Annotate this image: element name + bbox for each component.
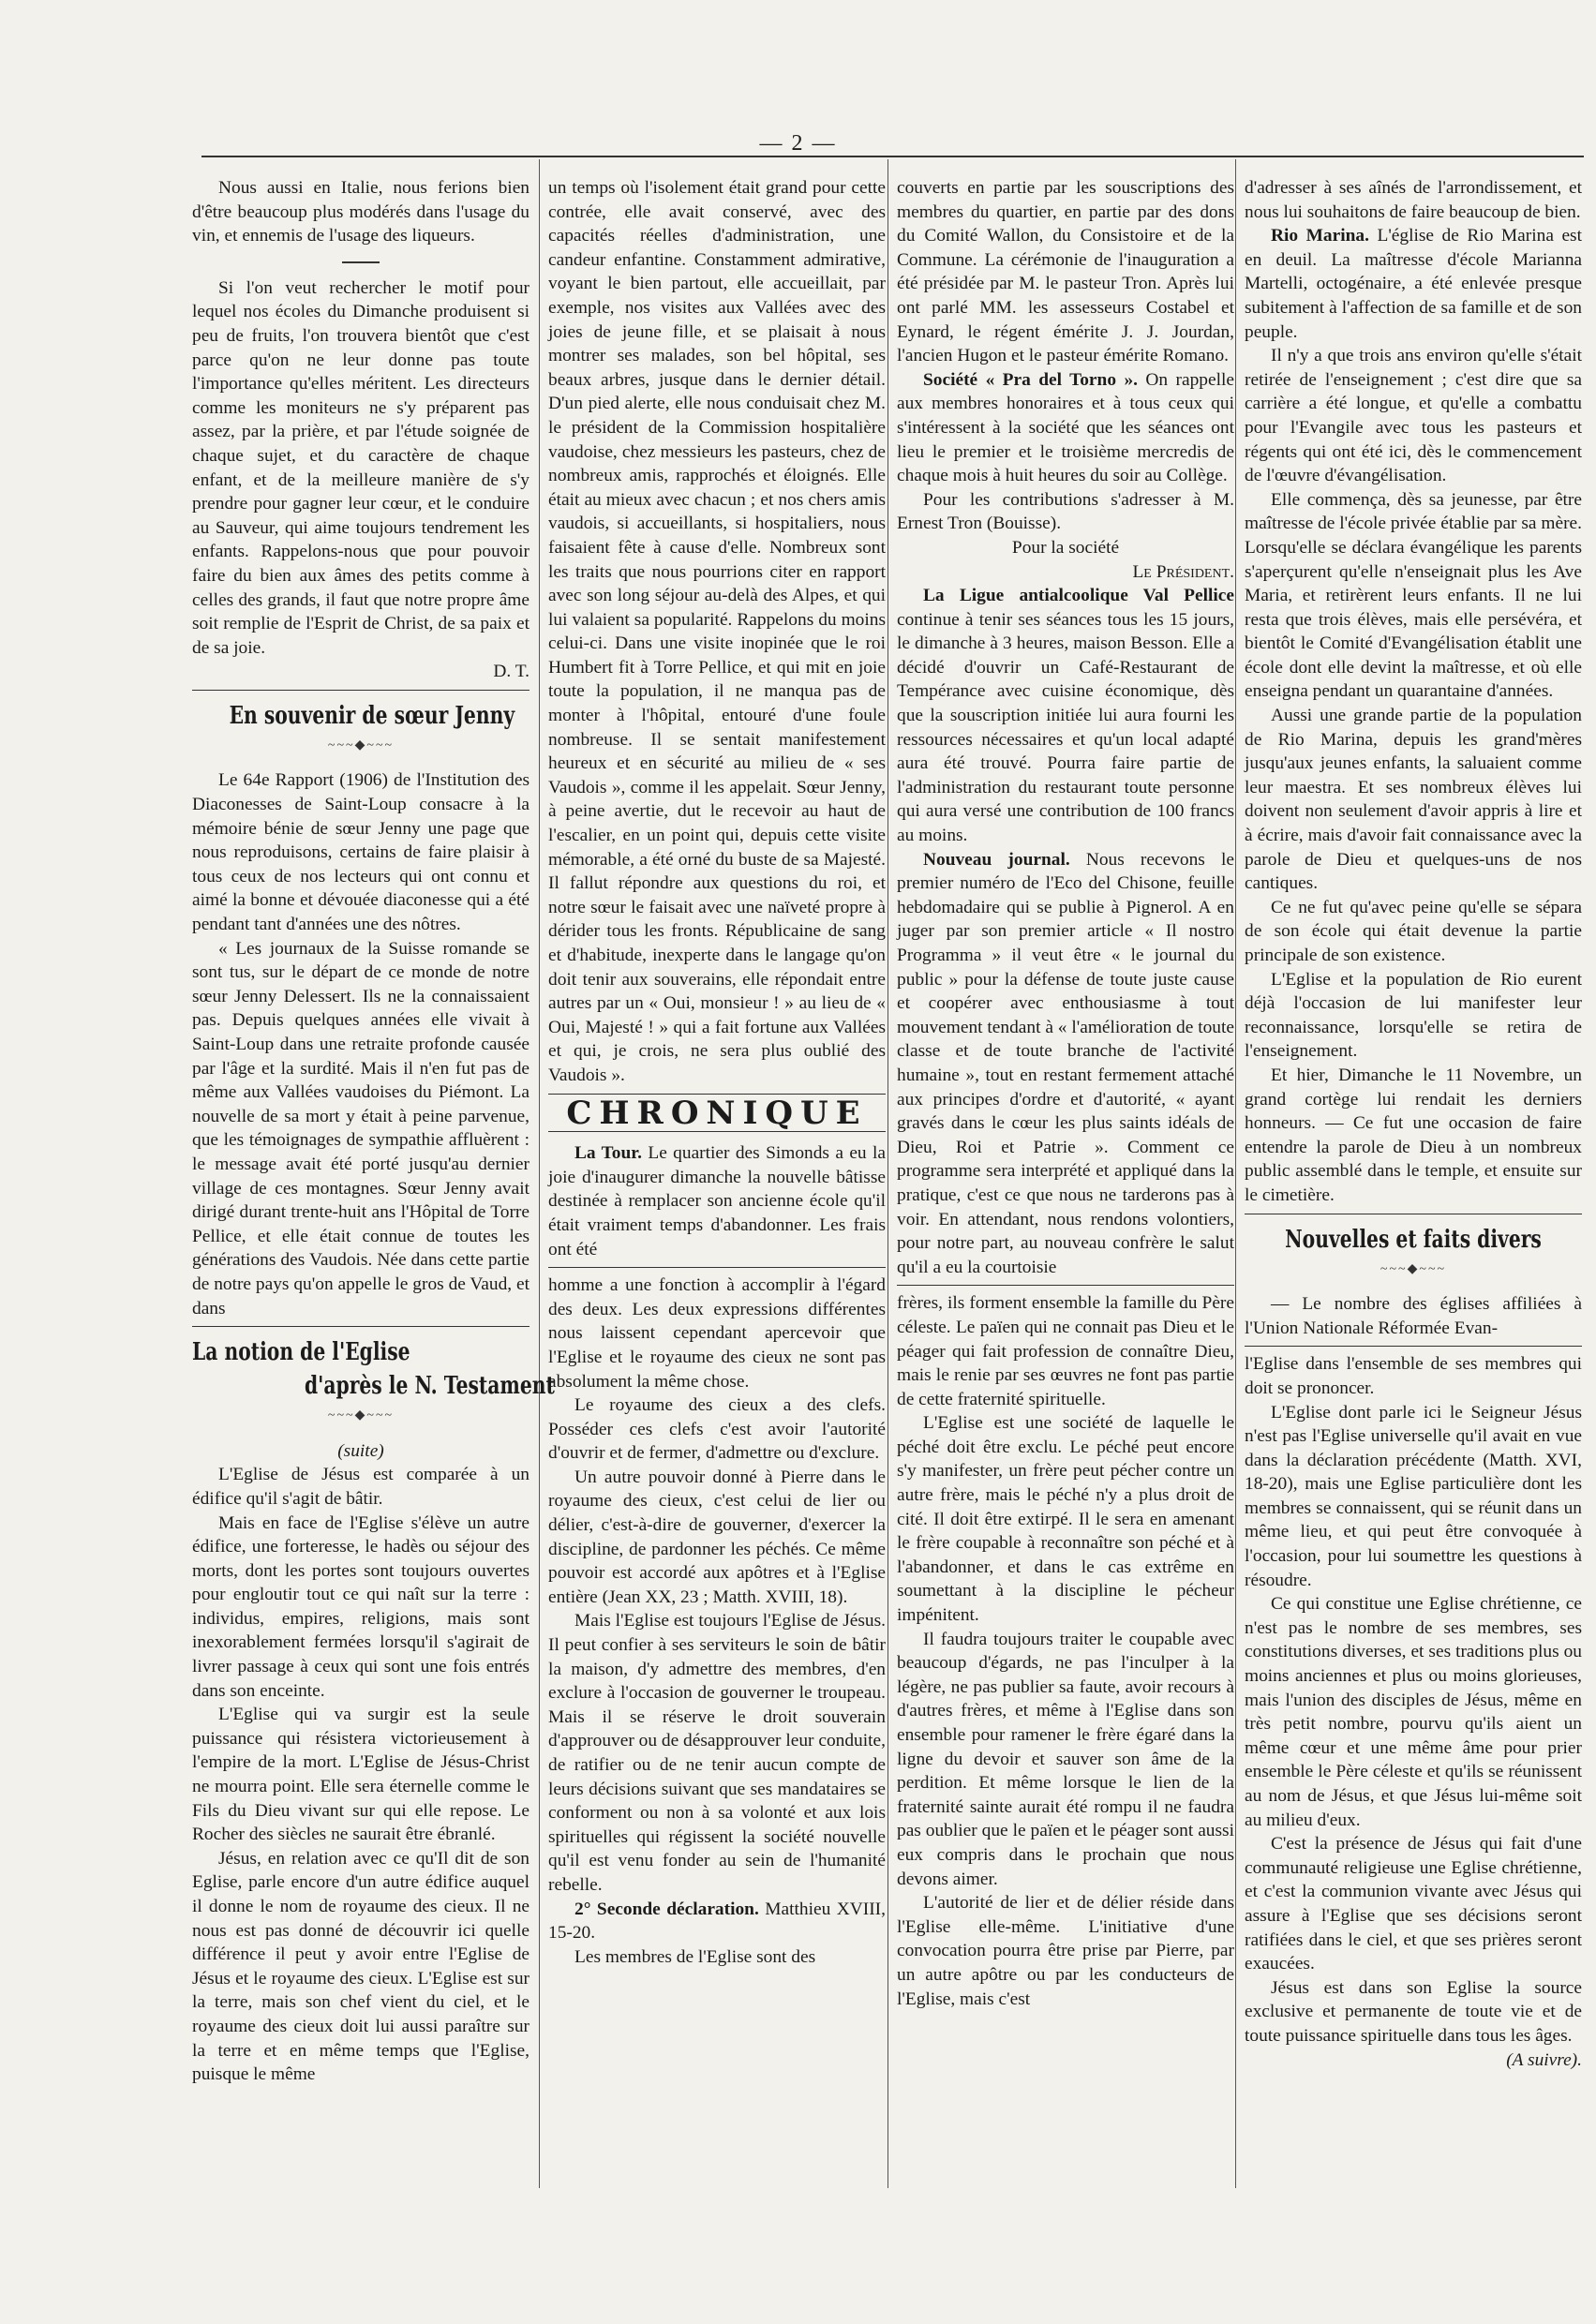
column-3 [897,176,1234,2177]
paragraph-lead: La Ligue antialcoolique Val Pellice [923,586,1234,606]
paragraph: un temps où l'isolement était grand pour cette contrée, elle avait conservé, avec des capacités réelles d'administration, une candeur enfantine. Constamment admirative, voyant le bien partout, elle accueillait, par exemple, nos visites aux Vallées avec des joies de jeune fille, et se plaisait à nous montrer ses malades, son bel hôpital, ses beaux arbres, jusque dans le dernier détail. D'un pied alerte, elle nous conduisait chez M. le président de la Commission hospitalière vaudoise, chez messieurs les pasteurs, chez de nombreux amis, rapprochés et éloignés. Elle était au mieux avec chacun ; et nos chers amis vaudois, si accueillants, si hospitaliers, nous faisaient fête à cause d'elle. Nombreux sont les traits que nous pourrions citer en rapport avec son long séjour au-delà des Alpes, et qui lui valaient sa popularité. Rappelons du moins celui-ci. Dans une visite inopinée que le roi Humbert fit à Torre Pellice, et qui mit en joie toute la population, il ne manqua pas de monter à l'hôpital, entouré d'une foule nombreuse. Il se sentait manifestement heureux et en sécurité au milieu de « ses Vaudois », comme il les appelait. Sœur Jenny, à peine avertie, dut le recevoir au haut de l'escalier, en un point qui, depuis cette visite mémorable, a été orné du buste de sa Majesté. Il fallut répondre aux questions du roi, et notre sœur le faisait avec une naïveté propre à dérider tous les fronts. Républicaine de sang et d'habitude, inexperte dans le langage qu'on doit tenir aux souverains, elle répondait entre autres par un « Oui, monsieur ! » au lieu de « Oui, Majesté ! » qui a fait fortune aux Vallées et qui, je crois, ne sera plus oublié des Vaudois ». [548,178,886,1085]
article-heading: Nouvelles et faits divers [1285,1225,1542,1254]
paragraph: Jésus, en relation avec ce qu'Il dit de son Eglise, parle encore d'un autre édifice auquel il donne le nom de royaume des cieux. Il ne nous est pas donné de découvrir ici quelle différence il peut y avoir entre l'Eglise de Jésus et le royaume des cieux. L'Eglise est sur la terre, mais son chef vient du ciel, et le royaume des cieux doit lui aussi paraître sur la terre et en même temps que l'Eglise, puisque le même [192,1848,530,2085]
paragraph: Il n'y a que trois ans environ qu'elle s'était retirée de l'enseignement ; c'est dire que sa carrière a été longue, et qu'elle a combattu pour l'Evangile avec tous les pasteurs et régents qui ont été ici, dès le commencement de l'œuvre d'évangélisation. [1245,346,1582,486]
paragraph: L'Eglise dont parle ici le Seigneur Jésus n'est pas l'Eglise universelle qu'il avait en vue dans la déclaration précédente (Matth. XVI, 18-20), mais une Eglise particulière dont les membres se connaissent, qui se réunit dans un même lieu, et qui peut être convoquée à l'occasion, pour lui soumettre les questions à résoudre. [1245,1402,1582,1590]
article-heading-line-2: d'après le N. Testament [305,1372,555,1401]
column-divider [1235,159,1236,2188]
paragraph-lead: La Tour. [574,1143,642,1164]
paragraph-lead: Société « Pra del Torno ». [923,369,1138,390]
column-2 [548,176,886,2177]
section-heading-chronique: CHRONIQUE [548,1102,886,1133]
a-suivre-label: (A suivre). [1506,2049,1582,2070]
paragraph: Ce qui constitue une Eglise chrétienne, ce n'est pas le nombre de ses membres, ses constitutions diverses, et ses traditions plus ou moins anciennes et plus ou moins glorieuses, mais l'union des disciples de Jésus, même en très petit nombre, pourvu qu'ils aient un même cœur et une même âme pour prier ensemble le Père céleste et qu'ils se réunissent au nom de Jésus, et que Jésus lui-même soit au milieu d'eux. [1245,1594,1582,1830]
paragraph: L'Eglise de Jésus est comparée à un édifice qu'il s'agit de bâtir. [192,1465,530,1509]
paragraph: « Les journaux de la Suisse romande se sont tus, sur le départ de ce monde de notre sœur Jenny Delessert. Ils ne la connaissaient pas. Depuis quelques années elle vivait à Saint-Loup dans une retraite profonde causée par l'âge et la surdité. Mais il n'en fut pas de même aux Vallées vaudoises du Piémont. La nouvelle de sa mort y était à peine parvenue, que les témoignages de sympathie affluèrent : le message avait été porté jusqu'au dernier village de ces montagnes. Sœur Jenny avait dirigé durant trente-huit ans l'Hôpital de Torre Pellice, et elle était connue de toutes les générations des Vaudois. Née dans cette partie de notre pays qu'on appelle le gros de Vaud, et dans [192,938,530,1318]
paragraph: Il faudra toujours traiter le coupable avec beaucoup d'égards, ne pas l'inculper à la légère, ne pas publier sa faute, avoir recours à d'autres frères, et même à l'Eglise dans son ensemble pour ramener le frère égaré dans la ligne du devoir et sauver son âme de la perdition. Et même lorsque le lien de la fraternité sainte aurait été rompu il ne faudra pas oublier que le païen et le péager sont aussi eux compris dans le prochain que nous devons aimer. [897,1629,1234,1889]
rule [192,1326,530,1327]
rule [1245,1346,1582,1347]
paragraph-text: Le quartier des Simonds a eu la joie d'inaugurer dimanche la nouvelle bâtisse destinée à remplacer son ancienne école qu'il était vraiment temps d'abandonner. Les frais ont été [548,1143,887,1259]
paragraph: C'est la présence de Jésus qui fait d'une communauté religieuse une Eglise chrétienne, et c'est la communion vivante avec Jésus qui assure à l'Eglise que ses décisions seront ratifiées dans le ciel, et que ses prières seront exaucées. [1245,1834,1582,1974]
paragraph: Nous aussi en Italie, nous ferions bien d'être beaucoup plus modérés dans l'usage du vin, et ennemis de l'usage des liqueurs. [192,178,530,246]
paragraph: Jésus est dans son Eglise la source exclusive et permanente de toute vie et de toute puissance spirituelle dans tous les âges. [1245,1977,1582,2046]
paragraph: Un autre pouvoir donné à Pierre dans le royaume des cieux, c'est celui de lier ou délier, c'est-à-dire de gouverner, d'exercer la discipline, de pardonner les péchés. Ce même pouvoir est accordé aux apôtres et à l'Eglise entière (Jean XX, 23 ; Matth. XVIII, 18). [548,1467,886,1607]
ornament: ~~~◆~~~ [1380,1261,1447,1276]
paragraph [897,584,1234,848]
article-heading: En souvenir de sœur Jenny [229,701,515,730]
paragraph-lead: Rio Marina. [1271,226,1369,246]
column-4 [1245,176,1582,2177]
signature: D. T. [493,662,530,682]
paragraph: l'Eglise dans l'ensemble de ses membres qui doit se prononcer. [1245,1354,1582,1398]
article-heading: La notion de l'Eglise [192,1338,410,1367]
paragraph: Mais en face de l'Eglise s'élève un autre édifice, une forteresse, le hadès ou séjour des morts, dont les portes sont toujours ouvertes pour engloutir tout ce qui naît sur la terre : individus, empires, religions, mais sont inexorablement fermées lorsqu'il s'agirait de livrer passage à ceux qui sont une fois entrés dans son enceinte. [192,1512,530,1701]
paragraph [1245,224,1582,344]
paragraph: L'Eglise est une société de laquelle le péché doit être exclu. Le péché peut encore s'y manifester, un frère peut pécher contre un autre frère, mais le péché n'y a plus droit de cité. Il doit être extirpé. Il le sera en amenant le frère coupable à reconnaître son péché et à l'abandonner, et dans le cas extrême en soumettant à la discipline le pécheur impénitent. [897,1413,1234,1626]
paragraph-lead: Nouveau journal. [923,849,1070,870]
column-1 [192,176,555,2177]
paragraph: Elle commença, dès sa jeunesse, par être maîtresse de l'école privée établie par sa mère. Lorsqu'elle se déclara évangélique les parents s'aperçurent qu'elle n'enseignait plus les Ave Maria, et retirèrent leurs enfants. Il ne lui resta que trois élèves, mais elle persévéra, et bientôt le Comité d'Evangélisation établit une école dont elle devint la maîtresse, et où elle enseigna pendant un quarantaine d'années. [1245,489,1582,702]
ornament: ~~~◆~~~ [327,1408,395,1423]
top-rule [201,156,1584,157]
paragraph: couverts en partie par les souscriptions des membres du quartier, en partie par des dons du Comité Wallon, du Consistoire et de la Commune. La cérémonie de l'inauguration a été présidée par M. le pasteur Tron. Après lui ont parlé MM. les assesseurs Costabel et Eynard, le régent émérite J. J. Jourdan, l'ancien Hugon et le pasteur émérite Romano. [897,178,1234,366]
suite-label: (suite) [337,1440,384,1461]
paragraph-text: L'église de Rio Marina est en deuil. La maîtresse d'école Marianna Martelli, octogénaire, a été enlevée presque subitement à l'affection de sa famille et de son peuple. [1245,226,1582,342]
paragraph: Aussi une grande partie de la population de Rio Marina, depuis les grand'mères jusqu'aux jeunes enfants, la saluaient comme leur maestra. Et ses nombreux élèves lui doivent non seulement d'avoir appris à lire et à écrire, mais d'avoir fait connaissance avec la parole de Dieu et quelques-uns de nos cantiques. [1245,706,1582,894]
column-divider [539,159,540,2188]
paragraph: Le 64e Rapport (1906) de l'Institution des Diaconesses de Saint-Loup consacre à la mémoire bénie de sœur Jenny une page que nous reproduisons, certains de faire plaisir à tous ceux de nos lecteurs qui ont connu et aimé la bonne et dévouée diaconesse qui a été pendant tant d'années une des nôtres. [192,770,530,935]
page-number: — 2 — [759,131,837,156]
paragraph: Mais l'Eglise est toujours l'Eglise de Jésus. Il peut confier à ses serviteurs le soin de bâtir la maison, d'y admettre des membres, d'en exclure à l'occasion de gouverner le troupeau. Mais il se réserve le droit souverain d'approuver ou de désapprouver leur conduite, de ratifier ou de ne tenir aucun compte de leurs décisions suivant que ses mandataires se conforment ou non à sa volonté et aux lois spirituelles qui régissent la société nouvelle qu'il est venu fonder au sein de l'humanité rebelle. [548,1611,886,1895]
paragraph: d'adresser à ses aînés de l'arrondissement, et nous lui souhaitons de faire beaucoup de bien. [1245,178,1582,222]
paragraph-lead: 2° Seconde déclaration. [574,1899,759,1919]
paragraph [897,368,1234,488]
paragraph: — Le nombre des églises affiliées à l'Union Nationale Réformée Evan- [1245,1294,1582,1338]
paragraph [548,1898,886,1945]
rule [548,1267,886,1268]
signature-line: Pour la société [1011,537,1120,558]
paragraph: homme a une fonction à accomplir à l'égard des deux. Les deux expressions différentes nous laissent cependant apercevoir que l'Eglise et le royaume des cieux ne sont pas absolument la même chose. [548,1275,886,1392]
paragraph-text: On rappelle aux membres honoraires et à tous ceux qui s'intéressent à la société que les séances ont lieu le premier et le troisième mercredis de chaque mois à huit heures du soir au Collège. [897,369,1234,486]
rule [192,690,530,691]
paragraph [548,1141,886,1261]
paragraph: Si l'on veut rechercher le motif pour lequel nos écoles du Dimanche produisent si peu de fruits, l'on trouvera bientôt que c'est parce qu'on ne leur donne pas toute l'importance qu'elles méritent. Les directeurs comme les moniteurs ne s'y préparent pas assez, par la prière, et par l'étude soignée de chaque sujet, et du caractère de chaque enfant, et de la meilleure manière de s'y prendre pour gagner leur cœur, et le conduire au Sauveur, qui aime toujours tendrement les enfants. Rappelons-nous que pour pouvoir faire du bien aux âmes des petits comme à celles des grands, il faut que notre propre âme soit remplie de l'Esprit de Christ, de sa paix et de sa joie. [192,277,530,658]
paragraph: L'autorité de lier et de délier réside dans l'Eglise elle-même. L'initiative d'une convocation pourra être prise par Pierre, par un autre apôtre ou par les conducteurs de l'Eglise, mais c'est [897,1893,1234,2009]
paragraph: Les membres de l'Eglise sont des [574,1946,816,1967]
paragraph: Ce ne fut qu'avec peine qu'elle se sépara de son école qui était devenue la partie principale de son existence. [1245,897,1582,965]
paragraph: frères, ils forment ensemble la famille du Père céleste. Le païen qui ne connait pas Dieu et le péager qui fait profession de connaître Dieu, mais le renie par ses œuvres ne font pas partie de cette fraternité spirituelle. [897,1293,1234,1409]
rule [897,1285,1234,1286]
paragraph: Le royaume des cieux a des clefs. Posséder ces clefs c'est avoir l'autorité d'ouvrir et de fermer, d'admettre ou d'exclure. [548,1395,886,1464]
signature: Le Président. [1132,561,1234,582]
paragraph: Et hier, Dimanche le 11 Novembre, un grand cortège lui rendait les derniers honneurs. — Ce fut une occasion de faire entendre la parole de Dieu à un nombreux public assemblé dans le temple, et ensuite sur le cimetière. [1245,1065,1582,1205]
paragraph: Pour les contributions s'adresser à M. Ernest Tron (Bouisse). [897,489,1234,534]
paragraph-text: continue à tenir ses séances tous les 15 jours, le dimanche à 3 heures, maison Besson. Elle a décidé d'ouvrir un Café-Restaurant de Tempérance avec cuisine économique, dès que la souscription initiée lui aura fourni les ressources nécessaires et qu'un local adapté aura été trouvé. Pourra faire partie de l'administration du restaurant toute personne qui aura versé une contribution de 100 francs au moins. [897,609,1234,846]
paragraph: L'Eglise qui va surgir est la seule puissance qui résistera victorieusement à l'empire de la mort. L'Eglise de Jésus-Christ ne mourra point. Elle sera éternelle comme le Fils du Dieu vivant sur qui elle repose. Le Rocher des siècles ne saurait être ébranlé. [192,1705,530,1845]
paragraph [897,848,1234,1280]
column-divider [887,159,888,2188]
paragraph-text: Nous recevons le premier numéro de l'Eco del Chisone, feuille hebdomadaire qui se publie à Pignerol. A en juger par son premier article « Il nostro Programma » il veut être « le journal du public » pour la défense de toute juste cause et coopérer avec enthousiasme à tout mouvement tendant à « l'amélioration de toute classe et de toute branche de l'activité humaine », tout en restant fermement attaché aux principes d'ordre et d'autorité, « ayant gravés dans le cœur les plus saints idéals de Dieu, Roi et Patrie ». Comment ce programme sera interprété et appliqué dans la pratique, c'est ce que nous ne tarderons pas à voir. En attendant, nous rendons volontiers, pour notre part, au nouveau confrère le salut qu'il a eu la courtoisie [897,849,1234,1277]
paragraph: L'Eglise et la population de Rio eurent déjà l'occasion de lui manifester leur reconnaissance, lorsqu'elle se retira de l'enseignement. [1245,969,1582,1062]
ornament: ~~~◆~~~ [327,737,395,752]
paragraph-text: Matthieu XVIII, 15-20. [548,1899,886,1944]
separator [342,261,380,263]
